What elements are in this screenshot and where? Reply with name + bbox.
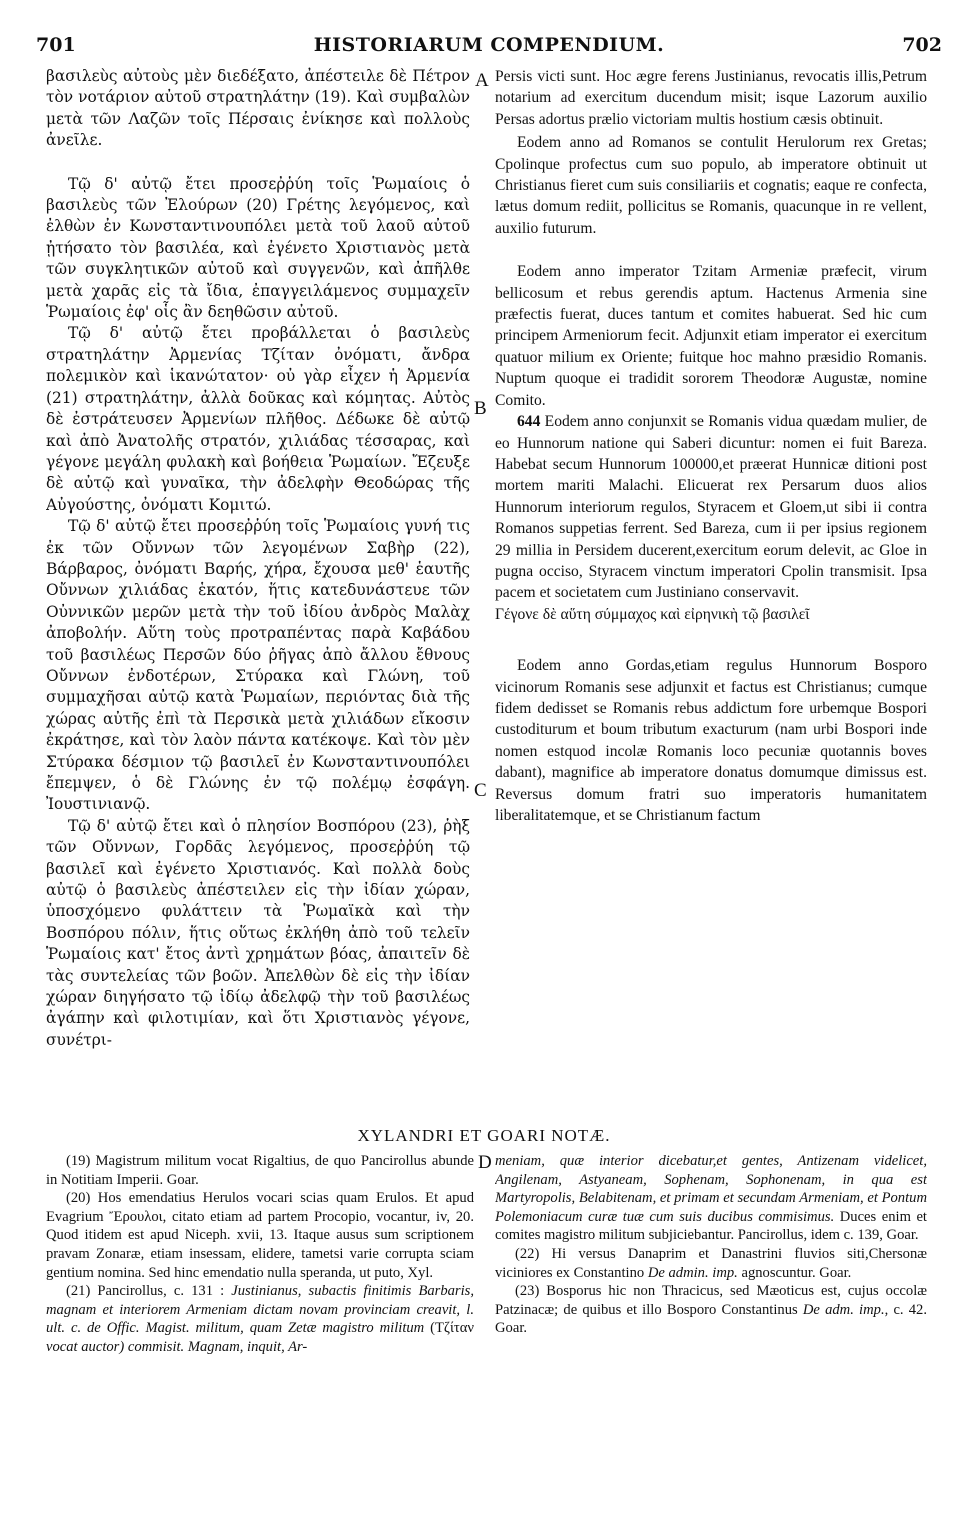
latin-paragraph: Eodem anno ad Romanos se contulit Herulorum rex Gretas; Cpolinque profectus cum suo populo, ab imperatore obtinuit ut Christianus fieret cum suis consiliariis et cognatis; eaque re confecta, lætus domum rediit, pollicitus se Romanis, quacunque in re vellent, auxilio futurum. — [495, 134, 927, 237]
note-21: (21) Pancirollus, c. 131 : Justinianus, subactis finitimis Barbaris, magnam et interiorem Armeniam dictam novam provinciam creavit, l. ult. c. de Offic. Magist. militum, quam Zetæ magistro militum (Τζίταν vocat auctor) commisit. Magnam, inquit, Ar- — [46, 1283, 474, 1355]
margin-letter-b: B — [474, 398, 487, 419]
note-20: (20) Hos emendatius Herulos vocari scias quam Erulos. Et apud Evagrium Ἔρουλοι, citato etiam ad partem Procopio, vocantur, iv, 20. Quod itidem est apud Niceph. xvii, 13. Itaque ausus sum scriptionem pravam Zonaræ, etiam insessam, elidere, tametsi varie corrupta sciam gentium nomina. Sed hinc emendatio nulla speranda, ut puto, Xyl. — [46, 1190, 474, 1281]
notes-heading: XYLANDRI ET GOARI NOTÆ. — [357, 1126, 611, 1145]
margin-letter-d: D — [478, 1152, 492, 1173]
note-23: (23) Bosporus hic non Thracicus, sed Mæoticus est, cujus occolæ Patzinacæ; de quibus et illo Bosporo Constantinus De adm. imp., c. 42. Goar. — [495, 1283, 927, 1337]
margin-letter-a: A — [475, 70, 489, 91]
latin-paragraph: Eodem anno Gordas,etiam regulus Hunnorum Bosporo vicinorum Romanis sese adjunxit et factus est Christianus; cumque fidem dedisset se Romanis rebus addictum fore urbemque Bospori custoditurum et boum tributum exacturum (nam urbi Bospori inde nomen estquod incolæ Romanis loco pecuniæ quotannis boves dabant), magnifice ab imperatore donatus domumque dimissus est. Reversus domum fratri suo imperatoris humanitatem liberalitatemque, et se Christianum factum — [495, 657, 927, 824]
greek-paragraph: Τῷ δ' αὐτῷ ἔτει προσεῤῥύη τοῖς Ῥωμαίοις γυνή τις ἐκ τῶν Οὔννων τῶν λεγομένων Σαβὴρ (22), Βάρβαρος, ὀνόματι Βαρής, χήρα, ἔχουσα μεθ' ἑαυτῆς Οὔννων χιλιάδας ἑκατόν, ἥτις κατεδυνάστευε τῶν Οὐννικῶν μερῶν μετὰ τὴν τοῦ ἰδίου ἀνδρὸς Μαλὰχ ἀποβολήν. Αὕτη τοὺς προτραπέντας παρὰ Καβάδου τοῦ βασιλέως Περσῶν δύο ῥῆγας ἀπὸ ἄλλου ἔθνους Οὔννων ἐνδοτέρων, Στύρακα καὶ Γλώνη, τοῦ συμμαχῆσαι αὐτῷ κατὰ Ῥωμαίων, περιόντας διὰ τῆς χώρας αὐτῆς ἐπὶ τὰ Περσικὰ μετὰ χιλιάδων εἴκοσιν ἐκράτησε, καὶ τὸν λαὸν πάντα κατέκοψε. Καὶ τὸν μὲν Στύρακα δέσμιον τῷ βασιλεῖ ἐν Κωνσταντινουπόλει ἔπεμψεν, ὁ δὲ Γλώνης ἐν τῷ πολέμῳ ἐσφάγη. Ἰουστινιανῷ. — [46, 517, 470, 814]
note-21-continued: meniam, quæ interior dicebatur,et gentes, Antizenam videlicet, Angilenam, Astyaneam, Sophenam, Sophonenam, in qua est Martyropolis, Belabitenam, et primam et secundam Armeniam, et Pontum Polemoniacum curæ tuæ cum suis ducibus commisimus. Duces enim et comites magistro militum subjiciebantur. Pancirollus, idem c. 139, Goar. — [495, 1153, 927, 1244]
greek-paragraph: βασιλεὺς αὐτοὺς μὲν διεδέξατο, ἀπέστειλε δὲ Πέτρον τὸν νοτάριον αὐτοῦ στρατηλάτην (19). Καὶ συμβαλὼν μετὰ τῶν Λαζῶν τοῖς Πέρσαις ἐνίκησε καὶ πολλοὺς ἀνεῖλε. — [46, 67, 470, 150]
latin-paragraph: Persis victi sunt. Hoc ægre ferens Justinianus, revocatis illis,Petrum notarium ad exercitum ducendum misit; isque Lazorum auxilio Persas adortus prælio victoriam multis hostium cæsis obtinuit. — [495, 68, 927, 128]
latin-paragraph: Eodem anno imperator Tzitam Armeniæ præfecit, virum bellicosum et rebus gerendis aptum. Hactenus Armenia sine præfectis fuerat, duces tantum et comites habuerat. Sed hic cum principem Armeniorum fecit. Adjunxit etiam imperator ei exercitum quatuor milium ex Oriente; fuitque hoc mahno præsidio Romanis. Nuptum quoque ei tradidit sororem Theodoræ Augustæ, nomine Comito. — [495, 263, 927, 409]
greek-paragraph: Τῷ δ' αὐτῷ ἔτει προβάλλεται ὁ βασιλεὺς στρατηλάτην Ἀρμενίας Τζίταν ὀνόματι, ἄνδρα πολεμικὸν καὶ ἱκανώτατον· οὐ γὰρ εἶχεν ἡ Ἀρμενία (21) στρατηλάτην, ἀλλὰ δοῦκας καὶ κόμητας. Αὐτὸς δὲ ἐστράτευσεν Ἀρμενίων πλῆθος. Δέδωκε δὲ αὐτῷ καὶ ἀπὸ Ἀνατολῆς στρατόν, χιλιάδας τέσσαρας, καὶ γέγονε μεγάλη φυλακὴ καὶ βοήθεια Ῥωμαίων. Ἔζευξε δὲ αὐτῷ καὶ γυναῖκα, τὴν ἀδελφὴν Θεοδώρας τῆς Αὐγούστης, ὀνόματι Κομιτώ. — [46, 324, 470, 514]
right-page-number: 702 — [902, 34, 942, 56]
latin-greek-line: Γέγονε δὲ αὕτη σύμμαχος καὶ εἰρηνικὴ τῷ βασιλεῖ — [495, 605, 810, 623]
latin-column — [495, 66, 927, 1122]
greek-column — [46, 66, 470, 1122]
latin-paragraph: 644 Eodem anno conjunxit se Romanis vidua quædam mulier, de eo Hunnorum natione qui Saberi dicuntur: nomen ei fuit Bareza. Habebat secum Hunnorum 100000,et præerat Hunnicæ ditioni post mortem mariti Malachi. Elicuerat rex Persarum duos alios Hunnorum interiorum regulos, Styracem et Gloem,ut sibi ii contra Romanos suppetias ferrent. Sed Bareza, cum ii per ipsius regionem 29 millia in Persidem ducerent,exercitum eorum delevit, ac Gloe in pugna occiso, Styracem vinctum imperatori Cpolin transmisit. Ipsa pacem et societatem cum Justiniano conservavit. — [495, 413, 927, 602]
notes-left-column — [46, 1152, 474, 1452]
notes-right-column — [495, 1152, 927, 1452]
running-header — [36, 34, 942, 58]
margin-letter-c: C — [474, 780, 487, 801]
greek-paragraph: Τῷ δ' αὐτῷ ἔτει προσεῤῥύη τοῖς Ῥωμαίοις ὁ βασιλεὺς τῶν Ἐλούρων (20) Γρέτης λεγόμενος, καὶ ἐλθὼν ἐν Κωνσταντινουπόλει μετὰ τοῦ λαοῦ αὐτοῦ ᾐτήσατο τὸν βασιλέα, καὶ ἐγένετο Χριστιανὸς μετὰ τῶν συγκλητικῶν αὐτοῦ καὶ συγγενῶν, καὶ ἀπῆλθε μετὰ χαρᾶς εἰς τὰ ἴδια, ἐπαγγειλάμενος συμμαχεῖν Ῥωμαίοις ἐφ' οἷς ἂν δεηθῶσιν αὐτοῦ. — [46, 174, 470, 322]
left-page-number: 701 — [36, 34, 76, 56]
section-number: 644 — [517, 413, 541, 431]
note-19: (19) Magistrum militum vocat Rigaltius, de quo Pancirollus abunde in Notitiam Imperii. Goar. — [46, 1153, 474, 1188]
note-22: (22) Hi versus Danaprim et Danastrini fluvios siti,Chersonæ viciniores ex Constantino De admin. imp. agnoscuntur. Goar. — [495, 1245, 927, 1281]
greek-paragraph: Τῷ δ' αὐτῷ ἔτει καὶ ὁ πλησίον Βοσπόρου (23), ῥὴξ τῶν Οὔννων, Γορδᾶς λεγόμενος, προσεῤῥύη τῷ βασιλεῖ καὶ ἐγένετο Χριστιανός. Καὶ πολλὰ δοὺς αὐτῷ ὁ βασιλεὺς ἀπέστειλεν εἰς τὴν ἰδίαν χώραν, ὑποσχόμενο φυλάττειν τὰ Ῥωμαϊκὰ καὶ τὴν Βοσπόρου πόλιν, ἥτις οὕτως ἐκλήθη ἀπὸ τοῦ τελεῖν Ῥωμαίοις κατ' ἔτος ἀντὶ χρημάτων βόας, ἀπαιτεῖν δὲ τὰς συντελείας τῶν βοῶν. Ἀπελθὼν δὲ εἰς τὴν ἰδίαν χώραν διηγήσατο τῷ ἰδίῳ ἀδελφῷ τὴν τοῦ βασιλέως ἀγάπην καὶ φιλοτιμίαν, καὶ ὅτι Χριστιανὸς γέγονε, συνέτρι- — [46, 816, 470, 1049]
running-title: HISTORIARUM COMPENDIUM. — [313, 34, 665, 56]
